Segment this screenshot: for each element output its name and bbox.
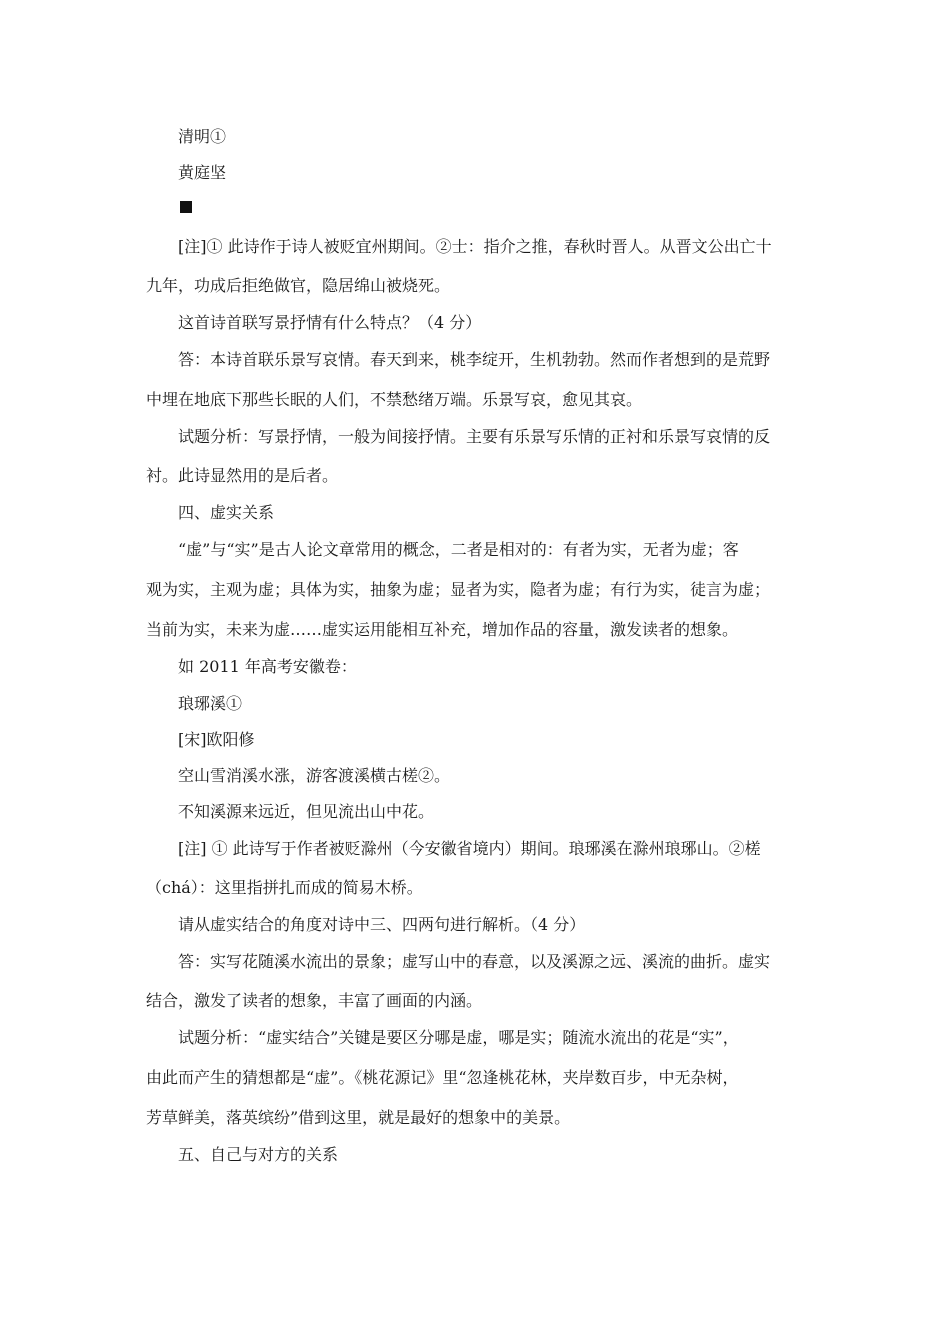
poem-verse: 空山雪消溪水涨，游客渡溪横古槎②。 <box>178 766 451 785</box>
question-line: 请从虚实结合的角度对诗中三、四两句进行解析。（4 分） <box>178 915 586 934</box>
paragraph-line: 观为实，主观为虚；具体为实，抽象为虚；显者为实，隐者为虚；有行为实，徒言为虚； <box>146 580 771 599</box>
note-line: （chá）：这里指拼扎而成的简易木桥。 <box>146 878 423 897</box>
paragraph-line: “虚”与“实”是古人论文章常用的概念，二者是相对的：有者为实，无者为虚；客 <box>178 540 739 559</box>
note-line: [注]① 此诗作于诗人被贬宜州期间。②士：指介之推，春秋时晋人。从晋文公出亡十 <box>178 237 772 256</box>
example-intro: 如 2011 年高考安徽卷： <box>178 657 357 676</box>
paragraph-line: 当前为实，未来为虚……虚实运用能相互补充，增加作品的容量，激发读者的想象。 <box>146 620 739 639</box>
note-line: 九年，功成后拒绝做官，隐居绵山被烧死。 <box>146 276 451 295</box>
answer-line: 结合，激发了读者的想象，丰富了画面的内涵。 <box>146 991 483 1010</box>
answer-line: 中埋在地底下那些长眠的人们，不禁愁绪万端。乐景写哀，愈见其哀。 <box>146 390 643 409</box>
poem-author: [宋]欧阳修 <box>178 730 255 749</box>
section-heading: 五、自己与对方的关系 <box>178 1145 339 1164</box>
analysis-line: 衬。此诗显然用的是后者。 <box>146 466 339 485</box>
question-line: 这首诗首联写景抒情有什么特点？（4 分） <box>178 313 482 332</box>
poem-title: 琅琊溪① <box>178 694 243 713</box>
note-line: [注] ① 此诗写于作者被贬滁州（今安徽省境内）期间。琅琊溪在滁州琅琊山。②槎 <box>178 839 761 858</box>
image-placeholder-square <box>180 201 192 213</box>
poem-verse: 不知溪源来远近，但见流出山中花。 <box>178 802 435 821</box>
analysis-line: 芳草鲜美，落英缤纷”借到这里，就是最好的想象中的美景。 <box>146 1108 571 1127</box>
analysis-line: 试题分析：写景抒情，一般为间接抒情。主要有乐景写乐情的正衬和乐景写哀情的反 <box>178 427 771 446</box>
poem-author: 黄庭坚 <box>178 163 227 182</box>
poem-title: 清明① <box>178 127 227 146</box>
analysis-line: 由此而产生的猜想都是“虚”。《桃花源记》里“忽逢桃花林，夹岸数百步，中无杂树， <box>146 1068 739 1087</box>
analysis-line: 试题分析：“虚实结合”关键是要区分哪是虚，哪是实；随流水流出的花是“实”， <box>178 1028 739 1047</box>
answer-line: 答：本诗首联乐景写哀情。春天到来，桃李绽开，生机勃勃。然而作者想到的是荒野 <box>178 350 771 369</box>
answer-line: 答：实写花随溪水流出的景象；虚写山中的春意，以及溪源之远、溪流的曲折。虚实 <box>178 952 771 971</box>
section-heading: 四、虚实关系 <box>178 503 275 522</box>
